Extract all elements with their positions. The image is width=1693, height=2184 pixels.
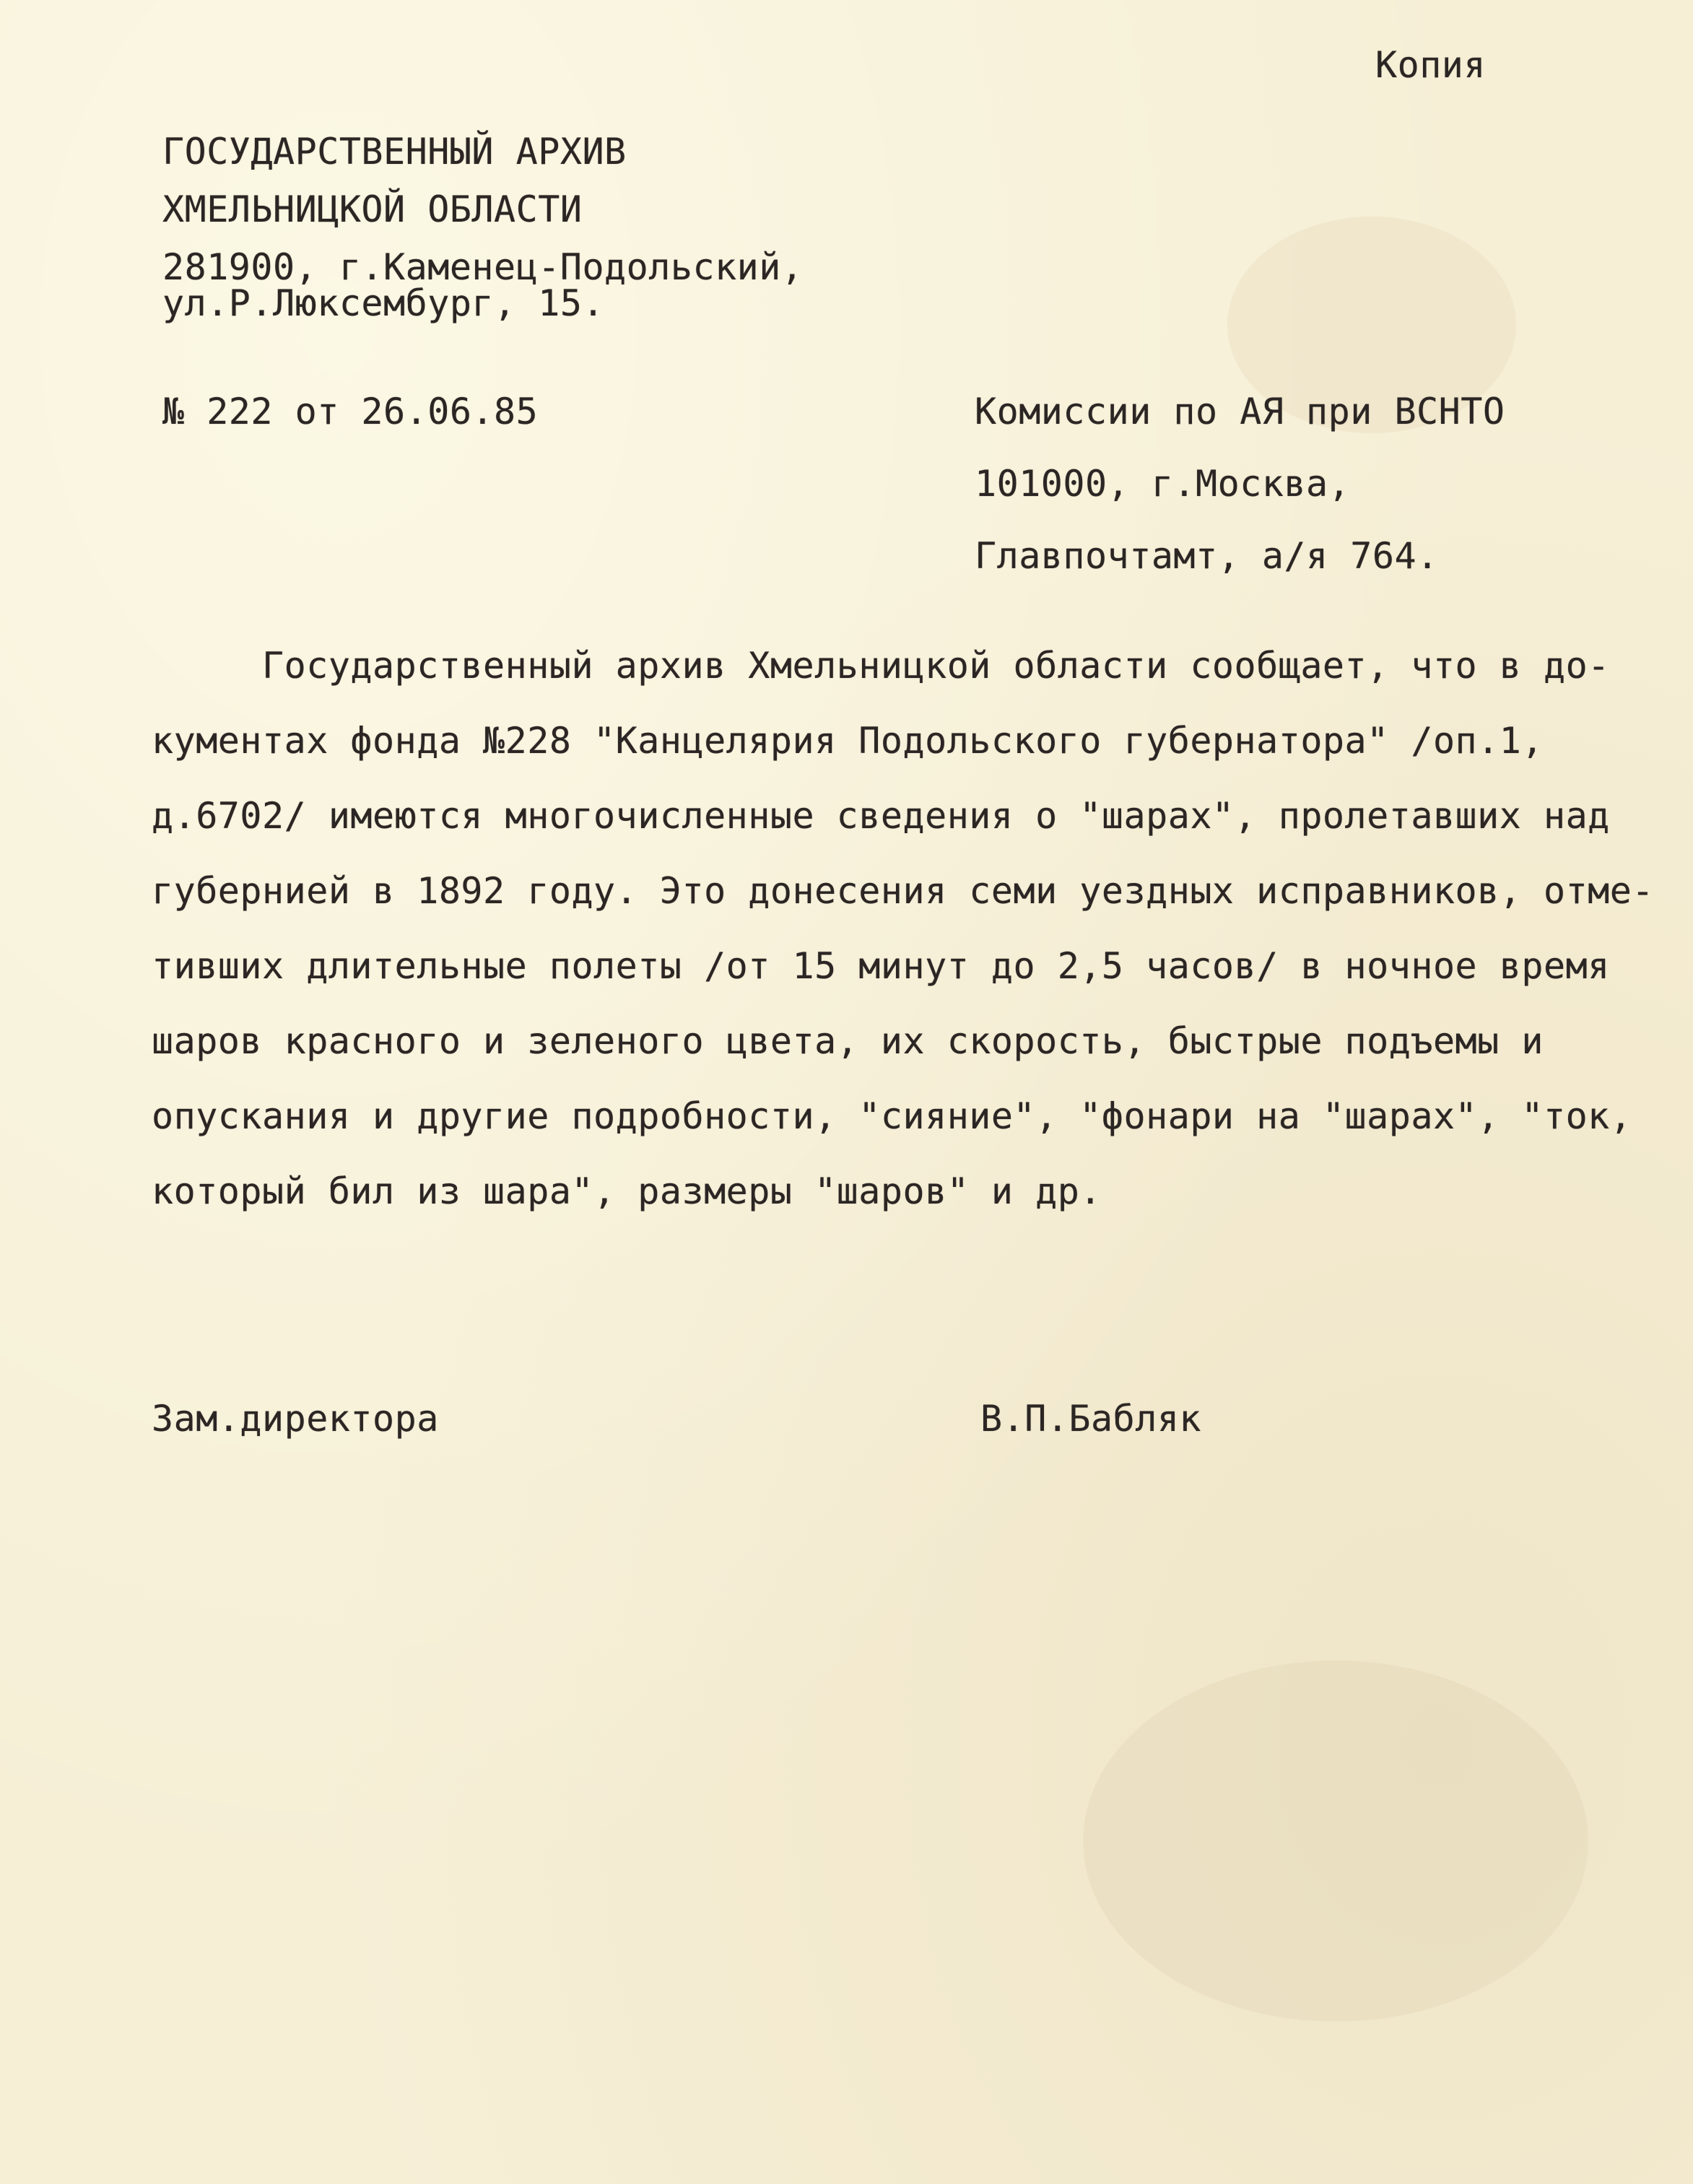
sender-address-line-2: ул.Р.Люксембург, 15. xyxy=(162,282,605,324)
signature-name: В.П.Бабляк xyxy=(980,1398,1202,1440)
sender-address-line-1: 281900, г.Каменец-Подольский, xyxy=(162,246,804,288)
body-line: губернией в 1892 году. Это донесения семи уездных исправников, отме- xyxy=(152,870,1654,912)
recipient-line-3: Главпочтамт, а/я 764. xyxy=(975,535,1439,577)
sender-name-line-2: ХМЕЛЬНИЦКОЙ ОБЛАСТИ xyxy=(162,188,583,230)
copy-mark: Копия xyxy=(1375,44,1487,86)
body-line: шаров красного и зеленого цвета, их скорость, быстрые подъемы и xyxy=(152,1020,1544,1062)
body-line: который бил из шара", размеры "шаров" и др. xyxy=(152,1170,1102,1212)
body-line: кументах фонда №228 "Канцелярия Подольского губернатора" /оп.1, xyxy=(152,720,1544,762)
body-line: Государственный архив Хмельницкой области сообщает, что в до- xyxy=(152,645,1610,687)
recipient-block xyxy=(975,375,1505,592)
body-line: тивших длительные полеты /от 15 минут до 2,5 часов/ в ночное время xyxy=(152,945,1610,987)
letter-body xyxy=(152,628,1682,1229)
body-line: д.6702/ имеются многочисленные сведения о "шарах", пролетавших над xyxy=(152,795,1610,837)
signature-title: Зам.директора xyxy=(152,1398,439,1440)
sender-name-line-1: ГОСУДАРСТВЕННЫЙ АРХИВ xyxy=(162,131,627,173)
outgoing-reference: № 222 от 26.06.85 xyxy=(162,391,539,432)
body-line: опускания и другие подробности, "сияние", "фонари на "шарах", "ток, xyxy=(152,1095,1632,1137)
recipient-line-1: Комиссии по АЯ при ВСНТО xyxy=(975,391,1505,432)
recipient-line-2: 101000, г.Москва, xyxy=(975,463,1351,505)
paper-stain xyxy=(1083,1661,1588,2022)
